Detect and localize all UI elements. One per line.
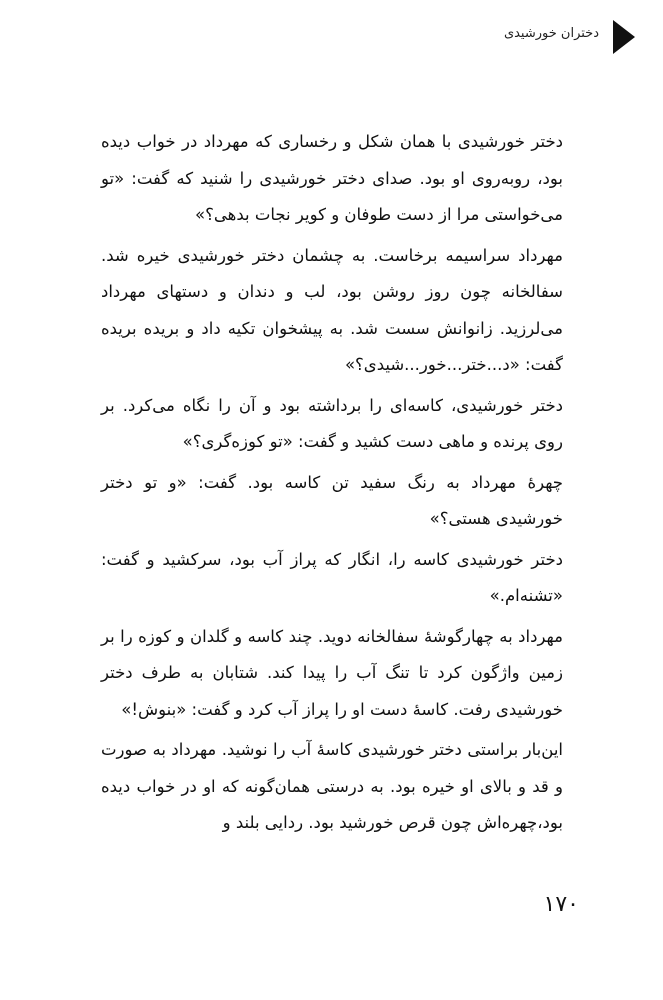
- paragraph: دختر خورشیدی کاسه را، انگار که پراز آب بود، سرکشید و گفت: «تشنه‌ام.»: [101, 549, 563, 605]
- paragraph: مهرداد سراسیمه برخاست. به چشمان دختر خورشیدی خیره شد. سفالخانه چون روز روشن بود، لب و دندان و دستهای مهرداد می‌لرزید. زانوانش سست شد. به پیشخوان تکیه داد و بریده بریده گفت: «د...ختر...خور...شیدی؟»: [101, 245, 563, 374]
- running-title: دختران خورشیدی: [503, 26, 599, 41]
- triangle-marker-icon: [613, 20, 635, 54]
- paragraph: دختر خورشیدی، کاسه‌ای را برداشته بود و آن را نگاه می‌کرد. بر روی پرنده و ماهی دست کشید و گفت: «تو کوزه‌گری؟»: [101, 395, 563, 451]
- running-header: [60, 18, 635, 52]
- paragraph: این‌بار براستی دختر خورشیدی کاسهٔ آب را نوشید. مهرداد به صورت و قد و بالای او خیره بود. به درستی همان‌گونه که او در خواب دیده بود،چهره‌اش چون قرص خورشید بود. ردایی بلند و: [101, 740, 563, 832]
- page-body: [101, 124, 563, 846]
- paragraph: دختر خورشیدی با همان شکل و رخساری که مهرداد در خواب دیده بود، روبه‌روی او بود. صدای دختر خورشیدی را شنید که گفت: «تو می‌خواستی مرا از دست طوفان و کویر نجات بدهی؟»: [101, 132, 563, 224]
- paragraph: چهرهٔ مهرداد به رنگ سفید تن کاسه بود. گفت: «و تو دختر خورشیدی هستی؟»: [101, 472, 563, 528]
- paragraph: مهرداد به چهارگوشهٔ سفالخانه دوید. چند کاسه و گلدان و کوزه را بر زمین واژگون کرد تا تنگ آب را پیدا کند. شتابان به طرف دختر خورشیدی رفت. کاسهٔ دست او را پراز آب کرد و گفت: «بنوش!»: [101, 626, 563, 719]
- page-number: ۱۷۰: [543, 892, 579, 917]
